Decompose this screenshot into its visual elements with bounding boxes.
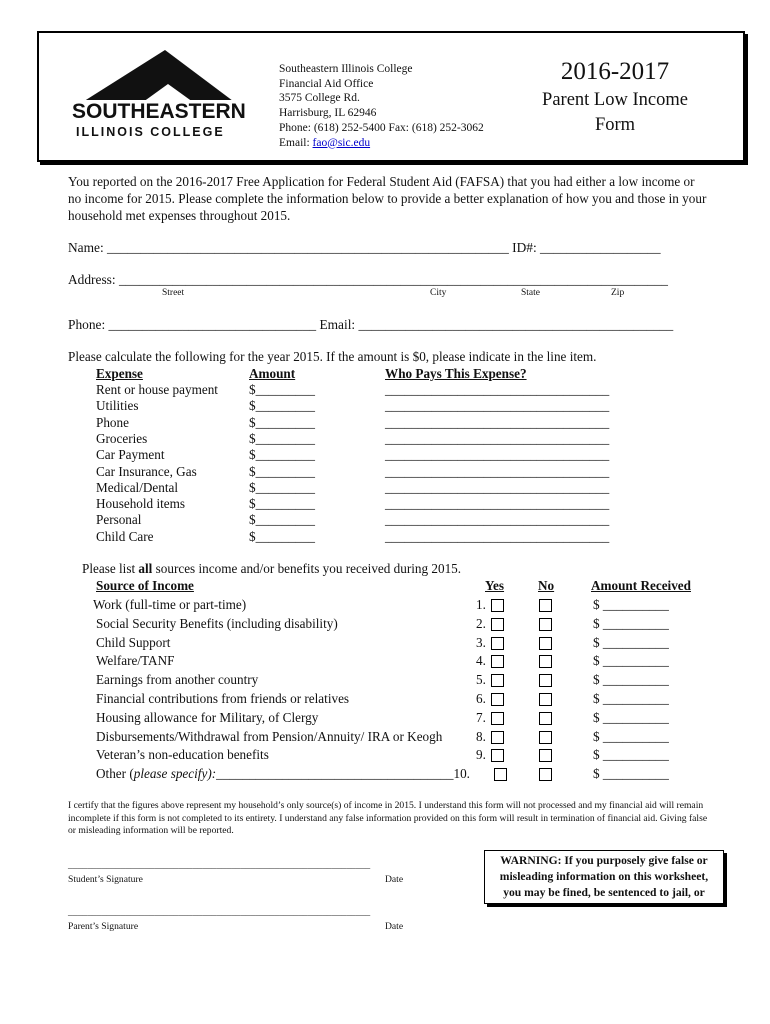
address-line: Financial Aid Office [279,77,374,90]
expense-item-label: Personal [96,512,142,528]
address-row [68,272,668,288]
expense-item-label: Child Care [96,528,154,544]
expense-who-pays-field[interactable]: __________________________________ [385,479,610,495]
income-source-label: Veteran’s non-education benefits [96,747,269,763]
parent-signature-label: Parent’s Signature [68,921,139,932]
who-pays-col-header: Who Pays This Expense? [385,366,527,381]
amount-col-header: Amount [249,366,296,381]
no-checkbox[interactable] [539,655,552,668]
expense-amount-field[interactable]: $_________ [249,496,315,512]
expense-amount-field[interactable]: $_________ [249,463,315,479]
intro-text: You reported on the 2016-2017 Free Application for Federal Student Aid (FAFSA) that you had either a low income or no income for 2015. Please complete the information below to provide a better explanation of how you and those in your household met expenses throughout 2015. [68,174,707,223]
no-checkbox[interactable] [539,674,552,687]
no-checkbox[interactable] [539,618,552,631]
income-item-number: 7. [476,709,486,725]
expense-who-pays-field[interactable]: __________________________________ [385,528,610,544]
yes-checkbox[interactable] [491,618,504,631]
source-col-header: Source of Income [96,578,194,593]
income-instruction [82,561,461,577]
expense-item-label: Utilities [96,398,139,414]
expense-who-pays-field[interactable]: __________________________________ [385,382,610,397]
yes-checkbox[interactable] [491,674,504,687]
email-label: Email: [279,136,313,149]
yes-checkbox[interactable] [491,599,504,612]
expense-item-label: Rent or house payment [96,382,218,397]
income-source-label: Financial contributions from friends or relatives [96,691,350,706]
email-field[interactable]: _______________________________________________ [358,317,674,332]
income-source-label: Social Security Benefits (including disability) [96,615,338,631]
yes-checkbox[interactable] [491,693,504,706]
form-title-line1: Parent Low Income [542,90,688,110]
parent-date-label: Date [385,921,404,932]
expense-who-pays-field[interactable]: __________________________________ [385,463,610,479]
income-item-number: 4. [476,653,486,669]
yes-col-header: Yes [485,578,505,593]
expense-amount-field[interactable]: $_________ [249,382,315,397]
phone-field[interactable]: _______________________________ [108,317,317,332]
form-title-line2: Form [594,115,636,135]
city-caption: City [430,288,447,298]
income-amount-field[interactable]: $ __________ [593,653,669,669]
expense-col-header: Expense [96,366,143,381]
income-amount-field[interactable]: $ __________ [593,615,669,631]
income-item-number: 8. [476,728,486,744]
income-source-label: Housing allowance for Military, of Clergy [96,709,319,725]
income-item-number: 9. [476,747,486,763]
expense-item-label: Medical/Dental [96,479,179,495]
expense-instruction: Please calculate the following for the year 2015. If the amount is $0, please indicate in the line item. [68,349,597,364]
income-instruction-post: sources income and/or benefits you received during 2015. [152,561,462,576]
income-item-number: 3. [476,634,486,650]
yes-checkbox[interactable] [491,731,504,744]
no-checkbox[interactable] [539,768,552,781]
income-source-label: Child Support [96,634,171,650]
income-item-number: 6. [476,691,486,706]
no-checkbox[interactable] [539,637,552,650]
expense-amount-field[interactable]: $_________ [249,414,315,430]
expense-amount-field[interactable]: $_________ [249,512,315,528]
address-line: Harrisburg, IL 62946 [279,107,377,120]
expense-who-pays-field[interactable]: __________________________________ [385,414,610,430]
income-source-label: Work (full-time or part-time) [93,597,247,612]
no-checkbox[interactable] [539,712,552,725]
warning-box: WARNING: If you purposely give false or misleading information on this worksheet, you may be fined, be sentenced to jail, or [484,850,724,904]
yes-checkbox[interactable] [491,637,504,650]
expense-item-label: Groceries [96,430,148,446]
form-year: 2016-2017 [560,58,670,85]
yes-checkbox[interactable] [491,749,504,762]
expense-item-label: Car Insurance, Gas [96,463,197,479]
expense-amount-field[interactable]: $_________ [249,528,315,544]
state-caption: State [521,288,540,298]
other-label: Other ( [96,766,134,782]
yes-checkbox[interactable] [491,712,504,725]
other-specify-field[interactable]: ____________________________________ [216,766,454,782]
income-instruction-bold: all [138,561,153,576]
street-caption: Street [162,288,185,298]
zip-caption: Zip [611,288,625,298]
certification-text: I certify that the figures above represent my household’s only source(s) of income in 2015. I understand this form will not processed and my financial aid will remain incomplete if this form is not completed to its entirety. I understand any false information provided on this form will result in termination of financial aid. Giving false or misleading information will be reported. [68,800,708,836]
other-income-row [96,766,470,782]
address-label: Address: [68,272,119,287]
id-field[interactable]: __________________ [540,240,661,255]
expense-who-pays-field[interactable]: __________________________________ [385,512,610,528]
name-field[interactable]: ____________________________________________________________ [107,240,509,255]
office-address [279,62,484,150]
address-line: Southeastern Illinois College [279,63,413,75]
no-checkbox[interactable] [539,693,552,706]
income-item-number: 10. [453,766,470,782]
name-label: Name: [68,240,108,255]
address-line: Phone: (618) 252-5400 Fax: (618) 252-3062 [279,121,484,134]
income-item-number: 2. [476,615,486,631]
income-item-number: 5. [476,672,486,688]
expense-item-label: Household items [96,496,186,512]
logo-subtitle: ILLINOIS COLLEGE [76,125,225,139]
income-item-number: 1. [476,597,486,612]
amount-received-col-header: Amount Received [591,578,691,593]
no-checkbox[interactable] [539,599,552,612]
no-checkbox[interactable] [539,749,552,762]
address-line: 3575 College Rd. [279,92,360,105]
expense-amount-field[interactable]: $_________ [249,398,315,414]
id-label: ID#: [508,240,541,255]
expense-who-pays-field[interactable]: __________________________________ [385,447,610,463]
email-line [279,136,484,151]
yes-checkbox[interactable] [491,655,504,668]
expense-item-label: Phone [96,414,129,430]
income-instruction-pre: Please list [82,561,139,576]
email-field-label: Email: [316,317,359,332]
expense-amount-field[interactable]: $_________ [249,479,315,495]
phone-label: Phone: [68,317,109,332]
income-amount-field[interactable]: $ __________ [593,766,669,782]
yes-checkbox[interactable] [494,768,507,781]
expense-amount-field[interactable]: $_________ [249,447,315,463]
address-field[interactable]: __________________________________________________________________________________ [118,272,668,287]
income-amount-field[interactable]: $ __________ [593,634,669,650]
parent-signature-line[interactable]: _______________________________________________________________ [68,907,371,918]
logo-wordmark: SOUTHEASTERN [72,100,246,123]
form-title [525,88,705,138]
income-amount-field[interactable]: $ __________ [593,728,669,744]
expense-who-pays-field[interactable]: __________________________________ [385,398,610,414]
income-amount-field[interactable]: $ __________ [593,747,669,763]
no-col-header: No [538,578,555,593]
student-signature-line[interactable]: _______________________________________________________________ [68,860,371,871]
income-amount-field[interactable]: $ __________ [593,709,669,725]
expense-item-label: Car Payment [96,447,165,463]
no-checkbox[interactable] [539,731,552,744]
income-source-label: Earnings from another country [96,672,259,688]
income-source-label: Disbursements/Withdrawal from Pension/Annuity/ IRA or Keogh [96,728,443,744]
email-link[interactable]: fao@sic.edu [312,136,371,149]
expense-who-pays-field[interactable]: __________________________________ [385,496,610,512]
income-amount-field[interactable]: $ __________ [593,691,669,706]
expense-amount-field[interactable]: $_________ [249,430,315,446]
name-id-row [68,240,661,256]
income-amount-field[interactable]: $ __________ [593,597,669,612]
student-signature-label: Student’s Signature [68,874,143,885]
phone-email-row [68,317,673,333]
income-source-label: Welfare/TANF [96,653,175,669]
expense-who-pays-field[interactable]: __________________________________ [385,430,610,446]
other-specify-label: please specify): [133,766,217,782]
income-amount-field[interactable]: $ __________ [593,672,669,688]
student-date-label: Date [385,874,404,885]
